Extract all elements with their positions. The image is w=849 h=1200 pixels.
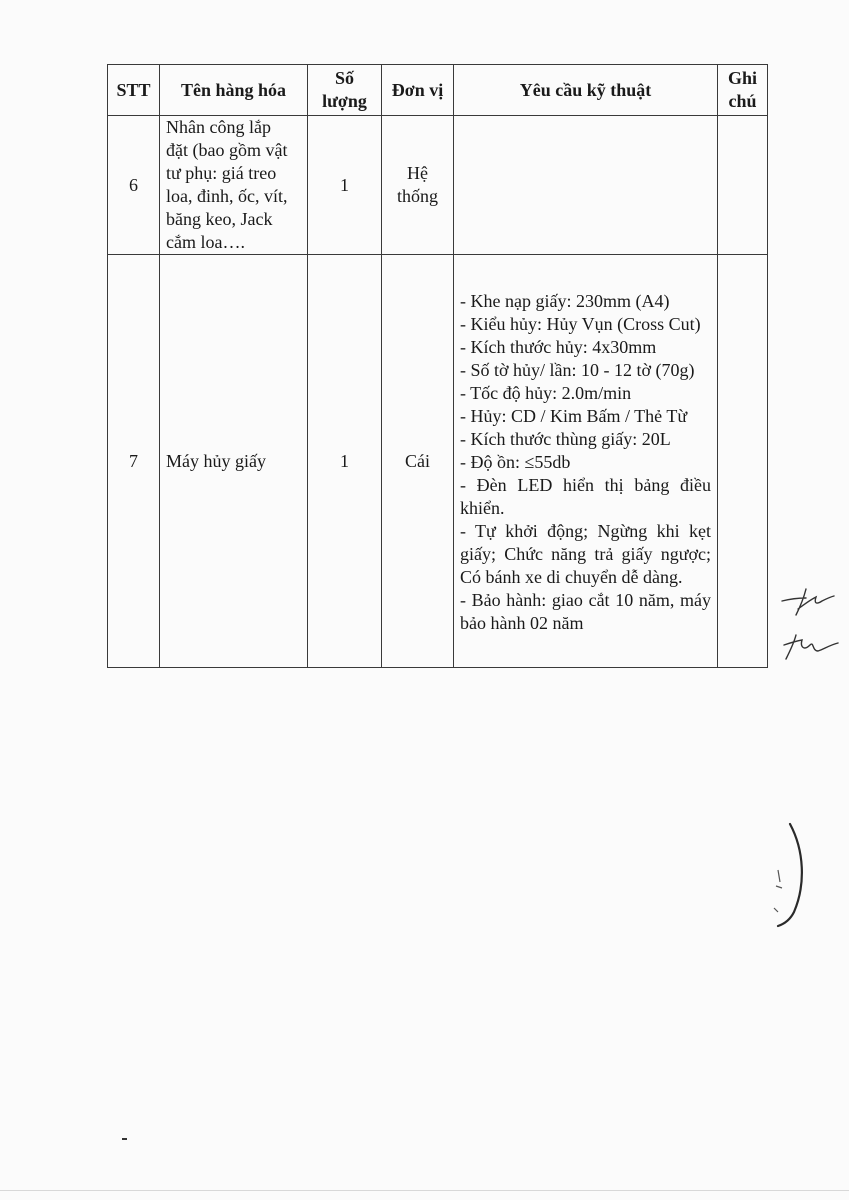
table-row [108, 116, 768, 255]
unit-line: Hệ [407, 163, 428, 183]
requirement-line: - Đèn LED hiển thị bảng điều khiển. [460, 474, 711, 518]
header-unit: Đơn vị [382, 65, 454, 116]
goods-specification-table [107, 64, 768, 668]
unit-cell: Cái [382, 255, 454, 668]
unit-cell [382, 116, 454, 255]
requirements-cell [454, 255, 718, 668]
requirement-line: - Khe nạp giấy: 230mm (A4) [460, 290, 670, 311]
requirement-line: - Kích thước hủy: 4x30mm [460, 336, 657, 357]
note-cell [718, 116, 768, 255]
header-stt: STT [108, 65, 160, 116]
header-note: Ghi chú [718, 65, 768, 116]
requirement-line: - Kích thước thùng giấy: 20L [460, 428, 671, 449]
requirement-line: - Tốc độ hủy: 2.0m/min [460, 382, 632, 403]
row-number: 7 [108, 255, 160, 668]
note-cell [718, 255, 768, 668]
requirement-line: - Số tờ hủy/ lần: 10 - 12 tờ (70g) [460, 359, 695, 380]
header-quantity: Số lượng [308, 65, 382, 116]
table-header-row [108, 65, 768, 116]
item-name-line: băng keo, Jack [166, 209, 273, 229]
requirement-line: - Độ ồn: ≤55db [460, 451, 571, 472]
unit-line: thống [396, 186, 438, 206]
quantity-cell: 1 [308, 255, 382, 668]
table-row [108, 255, 768, 668]
requirements-cell [454, 116, 718, 255]
page-edge-line [0, 1190, 849, 1191]
seal-stamp-fragment [760, 820, 820, 930]
row-number: 6 [108, 116, 160, 255]
requirement-line: - Bảo hành: giao cắt 10 năm, máy bảo hành 02 năm [460, 589, 711, 633]
quantity-cell: 1 [308, 116, 382, 255]
item-name-cell: Máy hủy giấy [160, 255, 308, 668]
item-name-line: loa, đinh, ốc, vít, [166, 186, 288, 206]
header-item-name: Tên hàng hóa [160, 65, 308, 116]
handwritten-initials [776, 585, 844, 665]
item-name-line: Nhân công lắp [166, 117, 271, 137]
item-name-line: đặt (bao gồm vật [166, 140, 288, 160]
item-name-line: cắm loa…. [166, 232, 245, 252]
item-name-line: tư phụ: giá treo [166, 163, 277, 183]
header-technical-requirements: Yêu cầu kỹ thuật [454, 65, 718, 116]
requirement-line: - Tự khởi động; Ngừng khi kẹt giấy; Chức năng trả giấy ngược; Có bánh xe di chuyển dễ dàng. [460, 520, 711, 587]
requirement-line: - Hủy: CD / Kim Bấm / Thẻ Từ [460, 405, 688, 426]
stray-mark [122, 1138, 127, 1140]
item-name-cell [160, 116, 308, 255]
requirement-line: - Kiểu hủy: Hủy Vụn (Cross Cut) [460, 313, 701, 334]
